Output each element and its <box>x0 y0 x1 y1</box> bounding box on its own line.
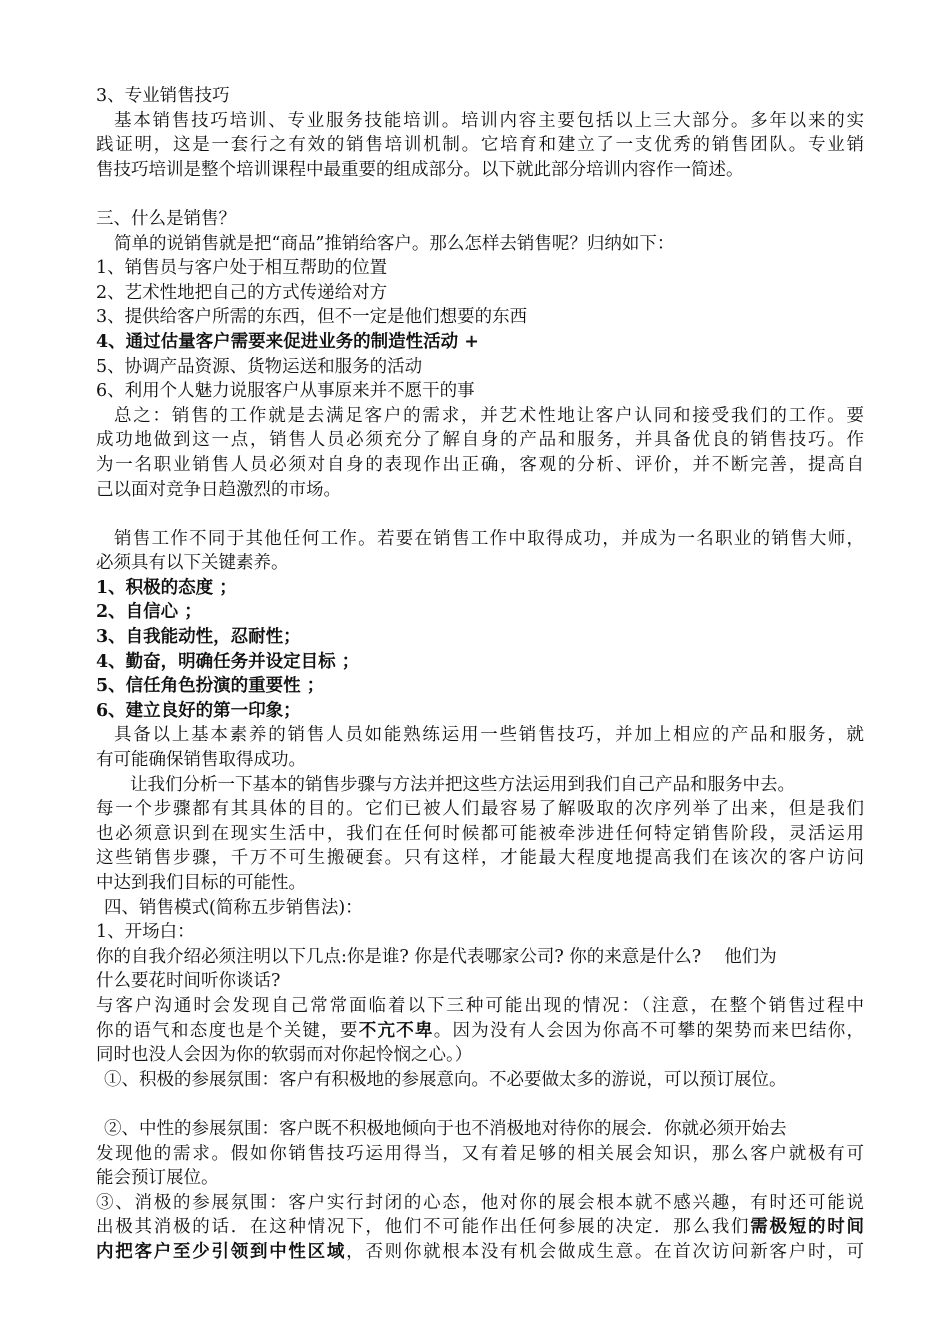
text-run: 出极其消极的话．在这种情况下，他们不可能作出任何参展的决定．那么我们 <box>96 1217 751 1238</box>
bold-text-run: 不亢不卑 <box>358 1020 434 1041</box>
quality-item: 6、建立良好的第一印象； <box>96 700 301 721</box>
section-heading-what-is-sales: 三、什么是销售？ <box>96 208 236 229</box>
paragraph-line: 什么要花时间听你谈话? <box>96 971 281 992</box>
text-run: ，否则你就根本没有机会做成生意。在首次访问新客户时，可 <box>346 1241 865 1262</box>
list-item: 1、销售员与客户处于相互帮助的位置 <box>96 258 388 279</box>
paragraph-line: ①、积极的参展氛围：客户有积极地的参展意向。不必要做太多的游说，可以预订展位。 <box>104 1069 787 1090</box>
paragraph-line: 也必须意识到在现实生活中，我们在任何时候都可能被牵涉进任何特定销售阶段，灵活运用 <box>96 823 864 844</box>
text-run: 你的语气和态度也是个关键，要 <box>96 1020 359 1041</box>
paragraph-line: 简单的说销售就是把“商品”推销给客户。那么怎样去销售呢？归纳如下： <box>114 233 675 254</box>
quality-item: 3、自我能动性，忍耐性； <box>96 627 301 648</box>
paragraph-line: 具备以上基本素养的销售人员如能熟练运用一些销售技巧，并加上相应的产品和服务，就 <box>114 725 864 746</box>
paragraph-line: 与客户沟通时会发现自己常常面临着以下三种可能出现的情况：（注意，在整个销售过程中 <box>96 995 864 1016</box>
paragraph-line: 发现他的需求。假如你销售技巧运用得当，又有着足够的相关展会知识，那么客户就极有可 <box>96 1143 864 1164</box>
paragraph-line: 总之：销售的工作就是去满足客户的需求，并艺术性地让客户认同和接受我们的工作。要 <box>114 405 864 426</box>
paragraph-line: 中达到我们目标的可能性。 <box>96 873 306 893</box>
bold-text-run: 需极短的时间 <box>750 1217 864 1238</box>
paragraph-line: 必须具有以下关键素养。 <box>96 553 289 574</box>
paragraph-line-mixed <box>96 1019 864 1044</box>
paragraph-line: 为一名职业销售人员必须对自身的表现作出正确，客观的分析、评价，并不断完善，提高自 <box>96 454 864 475</box>
list-item: 5、协调产品资源、货物运送和服务的活动 <box>96 356 423 377</box>
bold-text-run: 内把客户至少引领到中性区域 <box>96 1241 347 1262</box>
quality-item: 1、积极的态度 ； <box>96 577 237 598</box>
paragraph-line: 让我们分析一下基本的销售步骤与方法并把这些方法运用到我们自己产品和服务中去。 <box>130 774 795 795</box>
paragraph-line: 践证明，这是一套行之有效的销售培训机制。它培育和建立了一支优秀的销售团队。专业销 <box>96 135 864 156</box>
list-item: 2、艺术性地把自己的方式传递给对方 <box>96 282 388 303</box>
paragraph-line: 你的自我介绍必须注明以下几点:你是谁? 你是代表哪家公司? 你的来意是什么? 他们为 <box>96 946 777 967</box>
paragraph-line: 有可能确保销售取得成功。 <box>96 750 306 771</box>
quality-item: 5、信任角色扮演的重要性 ； <box>96 676 325 697</box>
section-3-title: 3、专业销售技巧 <box>96 86 230 106</box>
paragraph-line: 基本销售技巧培训、专业服务技能培训。培训内容主要包括以上三大部分。多年以来的实 <box>114 110 864 131</box>
paragraph-line: ②、中性的参展氛围：客户既不积极地倾向于也不消极地对待你的展会．你就必须开始去 <box>104 1118 787 1139</box>
paragraph-line: 能会预订展位。 <box>96 1168 219 1189</box>
paragraph-line: 每一个步骤都有其具体的目的。它们已被人们最容易了解吸取的次序列举了出来，但是我们 <box>96 799 864 820</box>
subsection-title-opening: 1、开场白： <box>96 922 195 943</box>
list-item: 6、利用个人魅力说服客户从事原来并不愿干的事 <box>96 381 475 402</box>
paragraph-line-mixed <box>96 1215 864 1240</box>
paragraph-line: 销售工作不同于其他任何工作。若要在销售工作中取得成功，并成为一名职业的销售大师， <box>114 528 864 549</box>
document-page <box>96 84 864 1265</box>
quality-item: 4、勤奋，明确任务并设定目标 ； <box>96 651 360 672</box>
paragraph-line: 售技巧培训是整个培训课程中最重要的组成部分。以下就此部分培训内容作一简述。 <box>96 159 744 180</box>
section-heading-sales-mode: 四、销售模式(简称五步销售法)： <box>104 897 363 918</box>
paragraph-line: 己以面对竞争日趋激烈的市场。 <box>96 479 341 500</box>
paragraph-line-mixed <box>96 1240 864 1265</box>
paragraph-line: 这些销售步骤，千万不可生搬硬套。只有这样，才能最大程度地提高我们在该次的客户访问 <box>96 848 864 869</box>
paragraph-line: 成功地做到这一点，销售人员必须充分了解自身的产品和服务，并具备优良的销售技巧。作 <box>96 430 864 451</box>
paragraph-line: 同时也没人会因为你的软弱而对你起怜悯之心。） <box>96 1045 473 1066</box>
list-item: 3、提供给客户所需的东西，但不一定是他们想要的东西 <box>96 307 528 328</box>
text-run: 。因为没有人会因为你高不可攀的架势而来巴结你， <box>433 1020 865 1041</box>
paragraph-line: ③、消极的参展氛围：客户实行封闭的心态，他对你的展会根本就不感兴趣，有时还可能说 <box>96 1192 864 1213</box>
list-item-bold: 4、通过估量客户需要来促进业务的制造性活动 + <box>96 331 479 352</box>
quality-item: 2、自信心 ； <box>96 602 202 623</box>
